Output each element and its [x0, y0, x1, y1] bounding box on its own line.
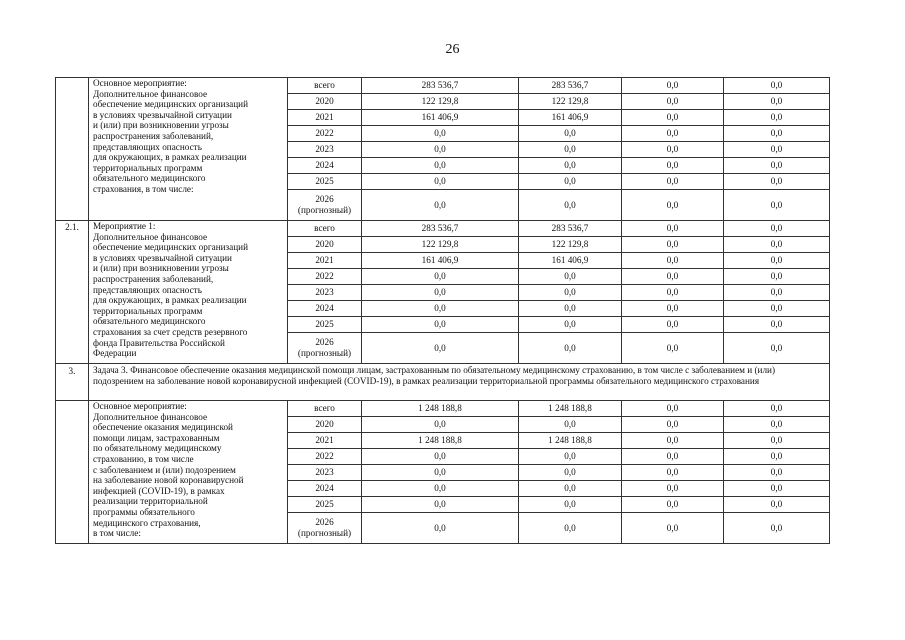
- year-cell: [288, 301, 362, 317]
- value-cell-c1: 0,0: [362, 142, 519, 158]
- description-line: с заболеванием и (или) подозрением: [93, 464, 236, 475]
- value-cell-c2: 0,0: [519, 481, 622, 497]
- value-cell-c4: 0,0: [724, 126, 830, 142]
- description-line: реализации территориальной: [93, 496, 208, 507]
- year-label: 2021: [315, 255, 334, 265]
- year-label: 2020: [315, 239, 334, 249]
- value-cell-c3: 0,0: [622, 94, 724, 110]
- year-label: 2022: [315, 451, 334, 461]
- value-cell-c1: 0,0: [362, 174, 519, 190]
- description-line: Дополнительное финансовое: [93, 231, 208, 242]
- year-cell: [288, 158, 362, 174]
- value-cell-c3: 0,0: [622, 269, 724, 285]
- year-cell: [288, 465, 362, 481]
- year-cell: [288, 401, 362, 417]
- value-cell-c4: 0,0: [724, 110, 830, 126]
- value-cell-c3: 0,0: [622, 126, 724, 142]
- table-row: [56, 221, 830, 237]
- description-line: обязательного медицинского: [93, 316, 206, 327]
- year-cell: [288, 126, 362, 142]
- value-cell-c2: 0,0: [519, 417, 622, 433]
- year-cell: [288, 190, 362, 221]
- value-cell-c4: 0,0: [724, 513, 830, 544]
- value-cell-c2: 0,0: [519, 158, 622, 174]
- value-cell-c4: 0,0: [724, 481, 830, 497]
- year-label: 2021: [315, 435, 334, 445]
- value-cell-c4: 0,0: [724, 78, 830, 94]
- year-cell: [288, 497, 362, 513]
- year-cell: [288, 142, 362, 158]
- year-label: 2020: [315, 419, 334, 429]
- description-line: помощи лицам, застрахованным: [93, 432, 220, 443]
- value-cell-c3: 0,0: [622, 78, 724, 94]
- value-cell-c4: 0,0: [724, 221, 830, 237]
- year-cell: [288, 110, 362, 126]
- value-cell-c4: 0,0: [724, 142, 830, 158]
- task-row: [56, 364, 830, 401]
- value-cell-c1: 0,0: [362, 513, 519, 544]
- description-line: для окружающих, в рамках реализации: [93, 152, 247, 163]
- description-line: страхованию, в том числе: [93, 453, 194, 464]
- value-cell-c4: 0,0: [724, 317, 830, 333]
- value-cell-c3: 0,0: [622, 449, 724, 465]
- value-cell-c3: 0,0: [622, 110, 724, 126]
- task-3-text: Задача 3. Финансовое обеспечение оказания медицинской помощи лицам, застрахованным по обязательному медицинскому страхованию, в том числе с заболеванием и (или) подозрением на заболевание новой коронавирусной инфекцией (COVID-19), в рамках реализации территориальной программы обязательного медицинского страхования: [89, 364, 830, 401]
- value-cell-c3: 0,0: [622, 333, 724, 364]
- year-label: 2026: [315, 194, 334, 204]
- description-line: программы обязательного: [93, 506, 195, 517]
- section-1-index: [56, 78, 89, 221]
- value-cell-c4: 0,0: [724, 158, 830, 174]
- section-3-index: [56, 401, 89, 544]
- year-label: 2024: [315, 303, 334, 313]
- value-cell-c4: 0,0: [724, 285, 830, 301]
- value-cell-c4: 0,0: [724, 301, 830, 317]
- value-cell-c2: 0,0: [519, 333, 622, 364]
- value-cell-c1: 0,0: [362, 301, 519, 317]
- description-line: в условиях чрезвычайной ситуации: [93, 252, 232, 263]
- value-cell-c2: 0,0: [519, 285, 622, 301]
- description-line: и (или) при возникновении угрозы: [93, 120, 229, 131]
- value-cell-c3: 0,0: [622, 158, 724, 174]
- description-line: на заболевание новой коронавирусной: [93, 475, 244, 486]
- value-cell-c2: 0,0: [519, 190, 622, 221]
- year-cell: [288, 449, 362, 465]
- description-line: Основное мероприятие:: [93, 401, 187, 411]
- value-cell-c3: 0,0: [622, 237, 724, 253]
- value-cell-c2: 0,0: [519, 126, 622, 142]
- value-cell-c1: 1 248 188,8: [362, 433, 519, 449]
- value-cell-c1: 0,0: [362, 190, 519, 221]
- value-cell-c1: 0,0: [362, 417, 519, 433]
- value-cell-c3: 0,0: [622, 497, 724, 513]
- value-cell-c4: 0,0: [724, 269, 830, 285]
- description-line: обеспечение медицинских организаций: [93, 99, 248, 110]
- value-cell-c3: 0,0: [622, 142, 724, 158]
- description-line: представляющих опасность: [93, 141, 202, 152]
- value-cell-c3: 0,0: [622, 401, 724, 417]
- value-cell-c3: 0,0: [622, 513, 724, 544]
- year-label: 2025: [315, 176, 334, 186]
- value-cell-c3: 0,0: [622, 301, 724, 317]
- value-cell-c1: 0,0: [362, 317, 519, 333]
- value-cell-c1: 0,0: [362, 449, 519, 465]
- page-number: 26: [445, 42, 460, 57]
- year-cell: [288, 513, 362, 544]
- value-cell-c2: 122 129,8: [519, 237, 622, 253]
- value-cell-c4: 0,0: [724, 174, 830, 190]
- description-line: страхования за счет средств резервного: [93, 326, 248, 337]
- value-cell-c4: 0,0: [724, 417, 830, 433]
- value-cell-c1: 0,0: [362, 497, 519, 513]
- value-cell-c2: 0,0: [519, 269, 622, 285]
- description-line: распространения заболеваний,: [93, 273, 214, 284]
- year-cell: [288, 481, 362, 497]
- description-line: Дополнительное финансовое: [93, 88, 208, 99]
- year-label: 2023: [315, 467, 334, 477]
- value-cell-c3: 0,0: [622, 417, 724, 433]
- year-label: всего: [314, 403, 335, 413]
- value-cell-c4: 0,0: [724, 497, 830, 513]
- year-label: 2021: [315, 112, 334, 122]
- description-line: по обязательному медицинскому: [93, 443, 222, 454]
- description-line: распространения заболеваний,: [93, 130, 214, 141]
- value-cell-c2: 161 406,9: [519, 110, 622, 126]
- year-label: 2023: [315, 287, 334, 297]
- year-cell: [288, 221, 362, 237]
- year-label: 2025: [315, 499, 334, 509]
- description-line: в условиях чрезвычайной ситуации: [93, 109, 232, 120]
- value-cell-c2: 0,0: [519, 513, 622, 544]
- year-cell: [288, 433, 362, 449]
- year-label: 2026: [315, 337, 334, 347]
- year-cell: [288, 417, 362, 433]
- year-cell: [288, 174, 362, 190]
- year-label: 2025: [315, 319, 334, 329]
- value-cell-c2: 0,0: [519, 449, 622, 465]
- year-label: 2023: [315, 144, 334, 154]
- value-cell-c2: 283 536,7: [519, 78, 622, 94]
- year-cell: [288, 253, 362, 269]
- value-cell-c2: 283 536,7: [519, 221, 622, 237]
- description-line: для окружающих, в рамках реализации: [93, 295, 247, 306]
- description-line: страхования, в том числе:: [93, 183, 194, 194]
- value-cell-c4: 0,0: [724, 94, 830, 110]
- year-label: 2022: [315, 271, 334, 281]
- year-label: 2026: [315, 517, 334, 527]
- year-cell: [288, 333, 362, 364]
- table-row: [56, 401, 830, 417]
- description-line: медицинского страхования,: [93, 517, 201, 528]
- section-2-1-index: 2.1.: [56, 221, 89, 364]
- value-cell-c2: 1 248 188,8: [519, 401, 622, 417]
- value-cell-c2: 122 129,8: [519, 94, 622, 110]
- funding-table: [55, 77, 830, 544]
- section-2-1-description: [89, 221, 288, 364]
- value-cell-c3: 0,0: [622, 465, 724, 481]
- value-cell-c3: 0,0: [622, 174, 724, 190]
- year-label: всего: [314, 223, 335, 233]
- year-cell: [288, 317, 362, 333]
- table-row: [56, 78, 830, 94]
- value-cell-c2: 0,0: [519, 465, 622, 481]
- value-cell-c3: 0,0: [622, 253, 724, 269]
- value-cell-c1: 0,0: [362, 269, 519, 285]
- value-cell-c4: 0,0: [724, 449, 830, 465]
- value-cell-c2: 0,0: [519, 497, 622, 513]
- year-note: (прогнозный): [297, 348, 352, 358]
- year-note: (прогнозный): [297, 205, 352, 215]
- description-line: инфекцией (COVID-19), в рамках: [93, 485, 225, 496]
- description-line: фонда Правительства Российской: [93, 337, 225, 348]
- value-cell-c2: 1 248 188,8: [519, 433, 622, 449]
- value-cell-c4: 0,0: [724, 401, 830, 417]
- value-cell-c1: 122 129,8: [362, 237, 519, 253]
- value-cell-c2: 0,0: [519, 301, 622, 317]
- year-cell: [288, 237, 362, 253]
- value-cell-c4: 0,0: [724, 253, 830, 269]
- value-cell-c4: 0,0: [724, 433, 830, 449]
- value-cell-c1: 0,0: [362, 481, 519, 497]
- value-cell-c3: 0,0: [622, 481, 724, 497]
- year-label: 2024: [315, 483, 334, 493]
- section-3-description: [89, 401, 288, 544]
- section-1-description: [89, 78, 288, 221]
- value-cell-c2: 0,0: [519, 317, 622, 333]
- year-label: 2020: [315, 96, 334, 106]
- description-line: Федерации: [93, 348, 137, 359]
- value-cell-c4: 0,0: [724, 465, 830, 481]
- value-cell-c1: 0,0: [362, 333, 519, 364]
- description-line: Основное мероприятие:: [93, 78, 187, 88]
- year-label: 2022: [315, 128, 334, 138]
- value-cell-c1: 1 248 188,8: [362, 401, 519, 417]
- value-cell-c1: 283 536,7: [362, 221, 519, 237]
- year-cell: [288, 269, 362, 285]
- description-line: Мероприятие 1:: [93, 221, 156, 231]
- value-cell-c3: 0,0: [622, 317, 724, 333]
- value-cell-c1: 122 129,8: [362, 94, 519, 110]
- description-line: Дополнительное финансовое: [93, 411, 208, 422]
- value-cell-c2: 0,0: [519, 174, 622, 190]
- value-cell-c1: 0,0: [362, 465, 519, 481]
- value-cell-c4: 0,0: [724, 190, 830, 221]
- value-cell-c1: 0,0: [362, 126, 519, 142]
- value-cell-c1: 161 406,9: [362, 253, 519, 269]
- description-line: обеспечение оказания медицинской: [93, 422, 233, 433]
- year-note: (прогнозный): [297, 528, 352, 538]
- value-cell-c1: 0,0: [362, 158, 519, 174]
- value-cell-c1: 161 406,9: [362, 110, 519, 126]
- description-line: и (или) при возникновении угрозы: [93, 263, 229, 274]
- value-cell-c3: 0,0: [622, 433, 724, 449]
- value-cell-c3: 0,0: [622, 190, 724, 221]
- value-cell-c4: 0,0: [724, 333, 830, 364]
- value-cell-c2: 161 406,9: [519, 253, 622, 269]
- description-line: обеспечение медицинских организаций: [93, 242, 248, 253]
- value-cell-c3: 0,0: [622, 285, 724, 301]
- value-cell-c1: 0,0: [362, 285, 519, 301]
- year-label: 2024: [315, 160, 334, 170]
- description-line: в том числе:: [93, 528, 141, 539]
- year-cell: [288, 285, 362, 301]
- description-line: территориальных программ: [93, 305, 203, 316]
- value-cell-c1: 283 536,7: [362, 78, 519, 94]
- year-cell: [288, 78, 362, 94]
- task-3-index: 3.: [56, 364, 89, 401]
- description-line: территориальных программ: [93, 162, 203, 173]
- value-cell-c3: 0,0: [622, 221, 724, 237]
- description-line: представляющих опасность: [93, 284, 202, 295]
- value-cell-c2: 0,0: [519, 142, 622, 158]
- description-line: обязательного медицинского: [93, 173, 206, 184]
- year-cell: [288, 94, 362, 110]
- year-label: всего: [314, 80, 335, 90]
- value-cell-c4: 0,0: [724, 237, 830, 253]
